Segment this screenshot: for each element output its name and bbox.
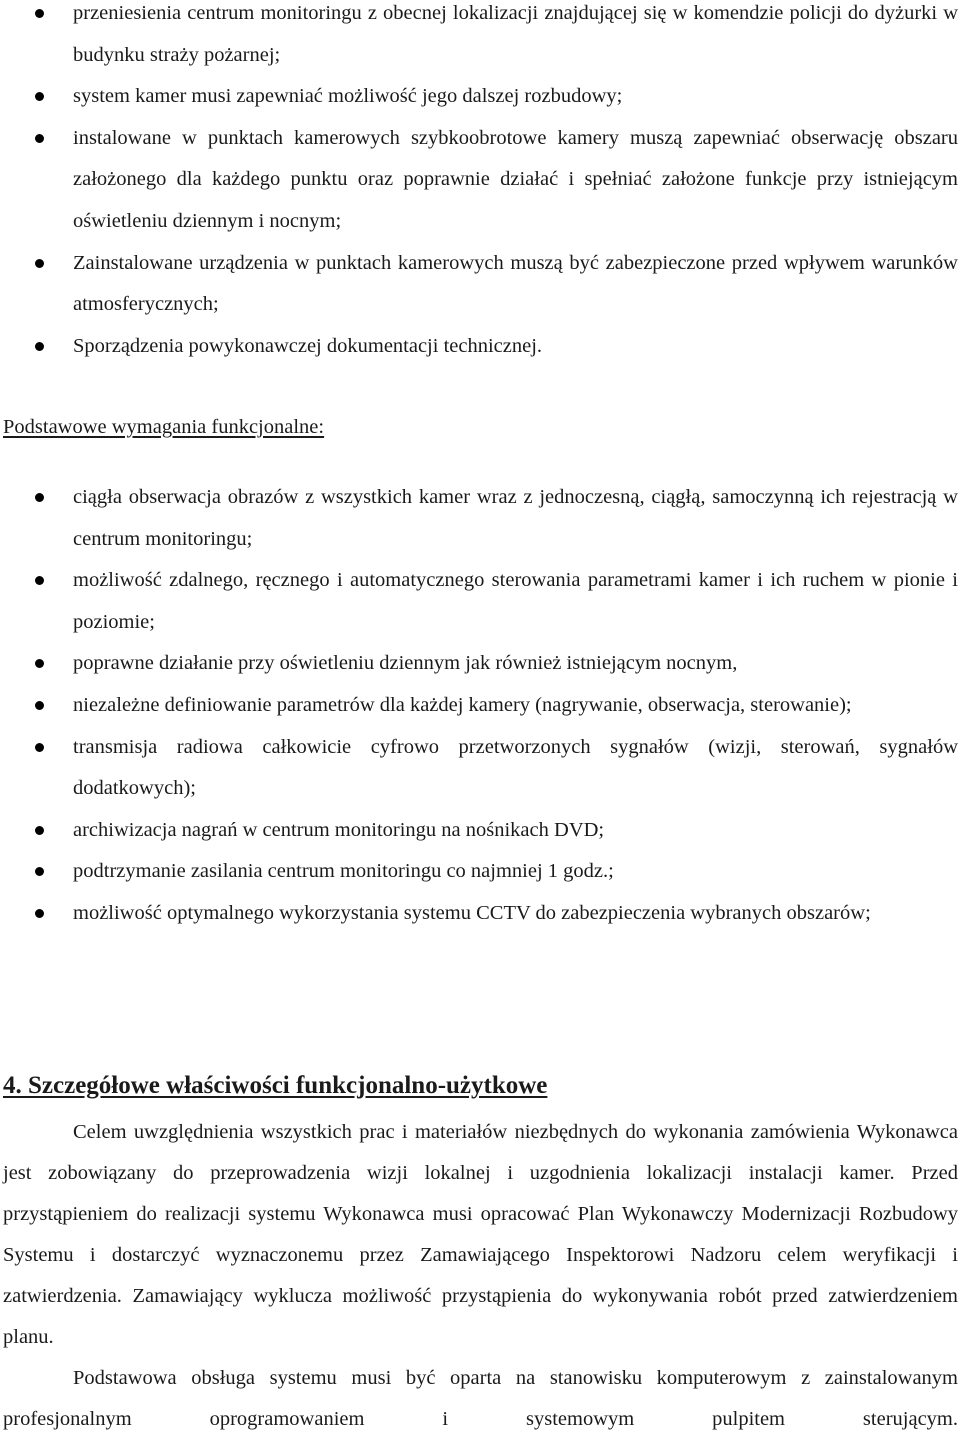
requirements-list	[0, 0, 958, 367]
bullet-icon	[35, 9, 44, 18]
list-item	[0, 560, 958, 643]
bullet-icon	[35, 134, 44, 143]
paragraph	[3, 1358, 958, 1440]
list-item-text: przeniesienia centrum monitoringu z obecnej lokalizacji znajdującej się w komendzie policji do dyżurki w budynku straży pożarnej;	[73, 2, 958, 66]
list-item-text: system kamer musi zapewniać możliwość jego dalszej rozbudowy;	[73, 85, 623, 108]
bullet-icon	[35, 493, 44, 502]
list-item	[0, 893, 958, 935]
bullet-icon	[35, 342, 44, 351]
list-item-text: ciągła obserwacja obrazów z wszystkich kamer wraz z jednoczesną, ciągłą, samoczynną ich rejestracją w centrum monitoringu;	[73, 486, 958, 550]
bullet-icon	[35, 576, 44, 585]
list-item-text: Sporządzenia powykonawczej dokumentacji technicznej.	[73, 334, 543, 357]
functional-requirements-list	[0, 477, 958, 935]
paragraph-text: Celem uwzględnienia wszystkich prac i materiałów niezbędnych do wykonania zamówienia Wykonawca jest zobowiązany do przeprowadzenia wizji lokalnej i uzgodnienia lokalizacji instalacji kamer. Przed przystąpieniem do realizacji systemu Wykonawca musi opracować Plan Wykonawczy Modernizacji Rozbudowy Systemu i dostarczyć wyznaczonemu przez Zamawiającego Inspektorowi Nadzoru celem weryfikacji i zatwierdzenia. Zamawiający wyklucza możliwość przystąpienia do wykonywania robót przed zatwierdzeniem planu.	[3, 1121, 958, 1348]
list-item-text: Zainstalowane urządzenia w punktach kamerowych muszą być zabezpieczone przed wpływem warunków atmosferycznych;	[73, 251, 958, 316]
list-item	[0, 118, 958, 243]
list-item-text: podtrzymanie zasilania centrum monitoringu co najmniej 1 godz.;	[73, 860, 614, 883]
paragraph	[3, 1112, 958, 1358]
bullet-icon	[35, 826, 44, 835]
functional-requirements-heading: Podstawowe wymagania funkcjonalne:	[3, 416, 325, 438]
list-item-text: możliwość optymalnego wykorzystania systemu CCTV do zabezpieczenia wybranych obszarów;	[73, 901, 871, 924]
bullet-icon	[35, 701, 44, 710]
list-item	[0, 326, 958, 368]
list-item	[0, 243, 958, 326]
bullet-icon	[35, 743, 44, 752]
bullet-icon	[35, 259, 44, 268]
bullet-icon	[35, 92, 44, 101]
bullet-icon	[35, 909, 44, 918]
list-item	[0, 685, 958, 727]
list-item	[0, 810, 958, 852]
paragraph-text: Podstawowa obsługa systemu musi być oparta na stanowisku komputerowym z zainstalowanym profesjonalnym oprogramowaniem i systemowym pulpitem sterującym.	[3, 1367, 958, 1430]
list-item	[0, 851, 958, 893]
bullet-icon	[35, 659, 44, 668]
list-item-text: poprawne działanie przy oświetleniu dziennym jak również istniejącym nocnym,	[73, 652, 738, 675]
section-heading: 4. Szczegółowe właściwości funkcjonalno-użytkowe	[3, 1072, 548, 1099]
list-item	[0, 76, 958, 118]
list-item-text: możliwość zdalnego, ręcznego i automatycznego sterowania parametrami kamer i ich ruchem w pionie i poziomie;	[73, 569, 958, 633]
list-item-text: niezależne definiowanie parametrów dla każdej kamery (nagrywanie, obserwacja, sterowanie);	[73, 693, 852, 716]
list-item-text: transmisja radiowa całkowicie cyfrowo przetworzonych sygnałów (wizji, sterowań, sygnałów dodatkowych);	[73, 735, 958, 800]
list-item-text: instalowane w punktach kamerowych szybkoobrotowe kamery muszą zapewniać obserwację obszaru założonego dla każdego punktu oraz poprawnie działać i spełniać założone funkcje przy istniejącym oświetleniu dziennym i nocnym;	[73, 126, 958, 232]
list-item	[0, 727, 958, 810]
list-item-text: archiwizacja nagrań w centrum monitoringu na nośnikach DVD;	[73, 818, 605, 841]
list-item	[0, 643, 958, 685]
list-item	[0, 0, 958, 76]
bullet-icon	[35, 867, 44, 876]
list-item	[0, 477, 958, 560]
